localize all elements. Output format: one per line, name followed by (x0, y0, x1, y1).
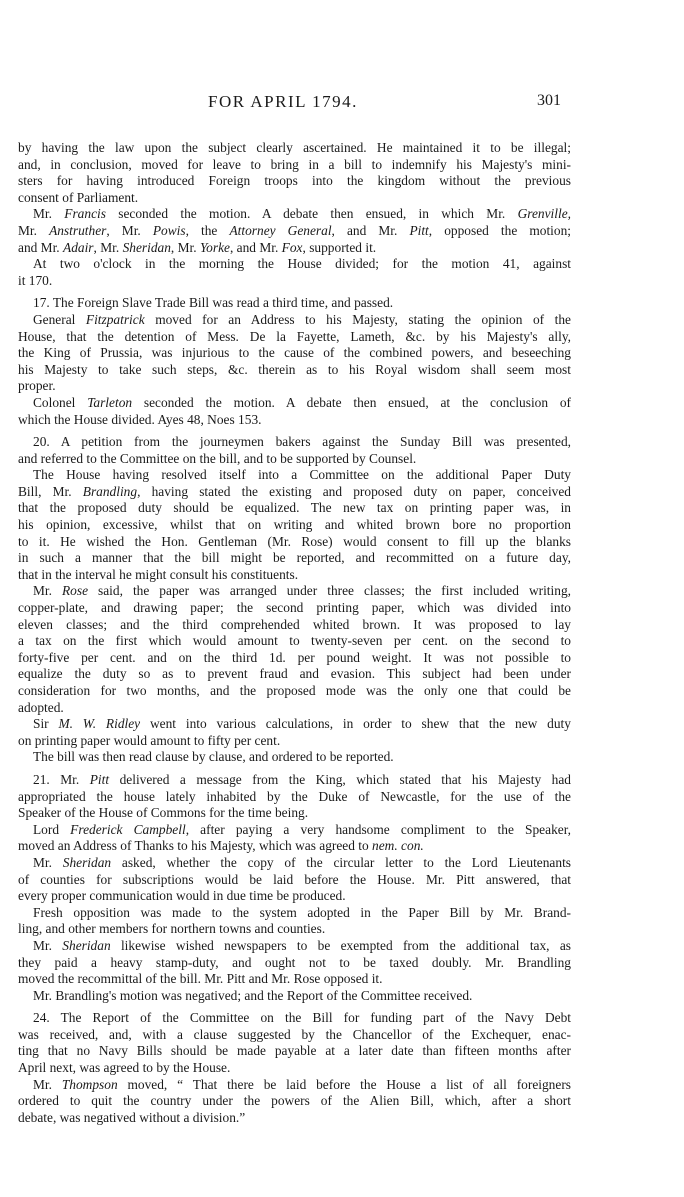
text-line (18, 329, 571, 346)
text-run: eleven classes; and the third comprehended whited brown. It was proposed to lay (18, 616, 571, 632)
text-run: The bill was then read clause by clause, and ordered to be reported. (33, 749, 394, 765)
italic-name: Brandling (82, 483, 138, 499)
text-line (18, 190, 571, 207)
text-line (18, 484, 571, 501)
text-run: Speaker of the House of Commons for the time being. (18, 805, 309, 821)
text-run: debate, was negatived without a division.” (18, 1109, 246, 1125)
text-line (18, 583, 571, 600)
italic-name: nem. con. (372, 838, 424, 854)
text-run: sters for having introduced Foreign troops into the kingdom without the previous (18, 173, 571, 189)
text-line (18, 733, 571, 750)
text-run: At two o'clock in the morning the House divided; for the motion 41, against (33, 256, 571, 272)
text-run: that the proposed duty should be equalized. The new tax on printing paper was, in (18, 500, 571, 516)
italic-name: Sheridan (62, 937, 111, 953)
paragraph-p6 (18, 395, 571, 428)
text-run: , and Mr. (229, 239, 282, 255)
paragraph-p16 (18, 938, 571, 988)
paragraph-p15 (18, 905, 571, 938)
text-run: Mr. Brandling's motion was negatived; and the Report of the Committee received. (33, 987, 473, 1003)
text-run: the King of Prussia, was injurious to the cause of the combined powers, and beseeching (18, 345, 571, 361)
text-run: consideration for two months, and the proposed mode was the only one that could be (18, 683, 571, 698)
text-run: and referred to the Committee on the bill, and to be supported by Counsel. (18, 450, 417, 466)
text-run: , the (185, 222, 230, 238)
paragraph-p4 (18, 295, 571, 312)
italic-name: Powis (152, 222, 186, 238)
text-run: Mr. (33, 583, 62, 599)
text-line (18, 362, 571, 379)
text-run: , supported it. (302, 239, 377, 255)
text-run: said, the paper was arranged under three classes; the first included writing, (88, 583, 571, 599)
text-line (18, 206, 571, 223)
text-line (18, 256, 571, 273)
page-number: 301 (537, 92, 561, 109)
text-line (18, 1077, 571, 1094)
text-line (18, 716, 571, 733)
text-line (18, 567, 571, 584)
paragraph-p17 (18, 988, 571, 1005)
text-line (18, 500, 571, 517)
text-line (18, 1060, 571, 1077)
text-line (18, 600, 571, 617)
italic-name: Sheridan (62, 854, 112, 870)
text-run: Lord (33, 821, 71, 837)
text-run: equalize the duty so as to prevent fraud and evasion. This subject had been under (18, 666, 571, 682)
text-run: , Mr. (106, 222, 153, 238)
paragraph-p12 (18, 772, 571, 822)
running-head (0, 92, 684, 116)
running-title: FOR APRIL 1794. (208, 92, 358, 111)
paragraph-p3 (18, 256, 571, 289)
text-run: , Mr. (93, 239, 123, 255)
italic-name: Attorney General (229, 222, 332, 238)
text-run: 24. The Report of the Committee on the Bill for funding part of the Navy Debt (33, 1010, 571, 1026)
italic-name: Tarleton (87, 394, 133, 410)
text-run: and Mr. (18, 239, 64, 255)
text-line (18, 1043, 571, 1060)
paragraph-p19 (18, 1077, 571, 1127)
paragraph-p10 (18, 716, 571, 749)
text-line (18, 140, 571, 157)
text-line (18, 550, 571, 567)
text-line (18, 938, 571, 955)
text-line (18, 412, 571, 429)
paragraph-p7 (18, 434, 571, 467)
text-line (18, 988, 571, 1005)
text-run: 20. A petition from the journeymen bakers against the Sunday Bill was presented, (33, 434, 571, 450)
text-line (18, 395, 571, 412)
text-line (18, 345, 571, 362)
text-run: and, in conclusion, moved for leave to bring in a bill to indemnify his Majesty's mini- (18, 156, 571, 172)
paragraph-p14 (18, 855, 571, 905)
text-run: forty-five per cent. and on the third 1d. per pound weight. It was not possible to (18, 649, 571, 665)
text-run: consent of Parliament. (18, 189, 139, 205)
text-run: Sir (33, 716, 59, 732)
text-run: copper-plate, and drawing paper; the second printing paper, which was divided into (18, 600, 571, 616)
text-run: by having the law upon the subject clearly ascertained. He maintained it to be illegal; (18, 140, 571, 155)
text-run: Bill, Mr. (18, 483, 83, 499)
text-line (18, 955, 571, 972)
text-line (18, 789, 571, 806)
text-line (18, 173, 571, 190)
text-line (18, 700, 571, 717)
italic-name: Pitt (89, 771, 110, 787)
text-line (18, 838, 571, 855)
paragraph-p9 (18, 583, 571, 716)
text-line (18, 451, 571, 468)
italic-name: Yorke (199, 239, 230, 255)
italic-name: Fitzpatrick (85, 311, 145, 327)
text-run: Colonel (33, 394, 88, 410)
text-line (18, 617, 571, 634)
text-run: of counties for subscriptions would be laid before the House. Mr. Pitt answered, that (18, 871, 571, 887)
text-run: delivered a message from the King, which stated that his Majesty had (109, 771, 571, 787)
text-run: to it. He wished the Hon. Gentleman (Mr. Rose) would consent to fill up the blanks (18, 533, 571, 549)
italic-name: Fox (281, 239, 303, 255)
text-line (18, 517, 571, 534)
text-run: Mr. (33, 854, 63, 870)
italic-name: Thompson (61, 1076, 118, 1092)
text-run: seconded the motion. A debate then ensued, in which Mr. (105, 206, 518, 222)
text-run: they paid a heavy stamp-duty, and ought not to be taxed doubly. Mr. Brandling (18, 954, 571, 970)
text-run: ling, and other members for northern towns and counties. (18, 921, 326, 937)
text-line (18, 434, 571, 451)
text-run: , having stated the existing and proposed duty on paper, conceived (137, 483, 572, 499)
text-line (18, 273, 571, 290)
text-line (18, 749, 571, 766)
paragraph-p11 (18, 749, 571, 766)
italic-name: Rose (61, 583, 89, 599)
text-run: asked, whether the copy of the circular letter to the Lord Lieutenants (111, 854, 572, 870)
text-line (18, 905, 571, 922)
text-run: 17. The Foreign Slave Trade Bill was read a third time, and passed. (33, 295, 394, 311)
text-line (18, 378, 571, 395)
text-run: Mr. (33, 1076, 62, 1092)
italic-name: Frederick Campbell (70, 821, 186, 837)
text-run: seconded the motion. A debate then ensued, at the conclusion of (132, 394, 571, 410)
text-run: ting that no Navy Bills should be made payable at a later date than fifteen months after (18, 1043, 571, 1059)
text-line (18, 822, 571, 839)
text-line (18, 240, 571, 257)
paragraph-p13 (18, 822, 571, 855)
text-run: was received, and, with a clause suggested by the Chancellor of the Exchequer, enac- (18, 1026, 571, 1042)
paragraph-p8 (18, 467, 571, 583)
text-run: appropriated the house lately inhabited by the Duke of Newcastle, for the use of the (18, 788, 571, 804)
text-run: went into various calculations, in order to shew that the new duty (140, 716, 571, 732)
italic-name: M. W. Ridley (58, 716, 141, 732)
text-line (18, 650, 571, 667)
text-run: Mr. (33, 937, 63, 953)
text-run: Mr. (18, 222, 50, 238)
text-line (18, 1093, 571, 1110)
italic-name: Francis (64, 206, 106, 222)
text-line (18, 157, 571, 174)
text-line (18, 683, 571, 700)
text-run: 21. Mr. (33, 771, 90, 787)
text-line (18, 855, 571, 872)
text-line (18, 223, 571, 240)
paragraph-p2 (18, 206, 571, 256)
body-text (18, 140, 571, 1126)
text-run: a tax on the first which would amount to twenty-seven per cent. on the second to (18, 633, 571, 649)
text-run: that in the interval he might consult his constituents. (18, 566, 299, 582)
text-run: April next, was agreed to by the House. (18, 1060, 231, 1076)
text-run: in such a manner that the bill might be reported, and recommitted on a future day, (18, 550, 571, 566)
text-run: his opinion, excessive, whilst that on writing and whited brown bore no proportion (18, 517, 571, 533)
text-run: ordered to quit the country under the powers of the Alien Bill, which, after a short (18, 1093, 571, 1109)
text-line (18, 295, 571, 312)
text-run: on printing paper would amount to fifty per cent. (18, 732, 281, 748)
text-run: Fresh opposition was made to the system adopted in the Paper Bill by Mr. Brand- (33, 904, 571, 920)
text-line (18, 1027, 571, 1044)
paragraph-p18 (18, 1010, 571, 1076)
italic-name: Pitt (409, 222, 429, 238)
text-run: likewise wished newspapers to be exempted from the additional tax, as (110, 937, 571, 953)
text-line (18, 1010, 571, 1027)
text-line (18, 312, 571, 329)
text-run: moved an Address of Thanks to his Majesty, which was agreed to (18, 838, 373, 854)
text-line (18, 633, 571, 650)
text-run: House, that the detention of Mess. De la Fayette, Lameth, &c. by his Majesty's ally, (18, 328, 571, 344)
text-run: , after paying a very handsome compliment to the Speaker, (185, 821, 571, 837)
paragraph-p5 (18, 312, 571, 395)
text-line (18, 666, 571, 683)
text-line (18, 872, 571, 889)
text-run: adopted. (18, 699, 64, 715)
italic-name: Grenville, (517, 206, 571, 222)
text-run: Mr. (33, 206, 65, 222)
text-run: his Majesty to take such steps, &c. therein as to his Royal wisdom shall seem most (18, 361, 571, 377)
text-run: every proper communication would in due time be produced. (18, 888, 346, 904)
text-run: , Mr. (170, 239, 200, 255)
italic-name: Sheridan (122, 239, 171, 255)
text-run: which the House divided. Ayes 48, Noes 153. (18, 411, 262, 427)
text-run: General (33, 311, 86, 327)
text-line (18, 467, 571, 484)
text-run: moved for an Address to his Majesty, stating the opinion of the (144, 311, 571, 327)
text-line (18, 772, 571, 789)
text-line (18, 1110, 571, 1127)
text-line (18, 805, 571, 822)
text-run: moved, “ That there be laid before the House a list of all foreigners (117, 1076, 571, 1092)
paragraph-p1 (18, 140, 571, 206)
italic-name: Adair (63, 239, 94, 255)
text-line (18, 534, 571, 551)
text-run: it 170. (18, 272, 53, 288)
text-line (18, 921, 571, 938)
text-run: , and Mr. (331, 222, 410, 238)
text-line (18, 971, 571, 988)
text-line (18, 888, 571, 905)
text-run: proper. (18, 378, 56, 394)
italic-name: Anstruther (49, 222, 107, 238)
text-run: moved the recommittal of the bill. Mr. Pitt and Mr. Rose opposed it. (18, 971, 383, 987)
text-run: , opposed the motion; (428, 222, 572, 238)
text-run: The House having resolved itself into a Committee on the additional Paper Duty (33, 467, 571, 483)
